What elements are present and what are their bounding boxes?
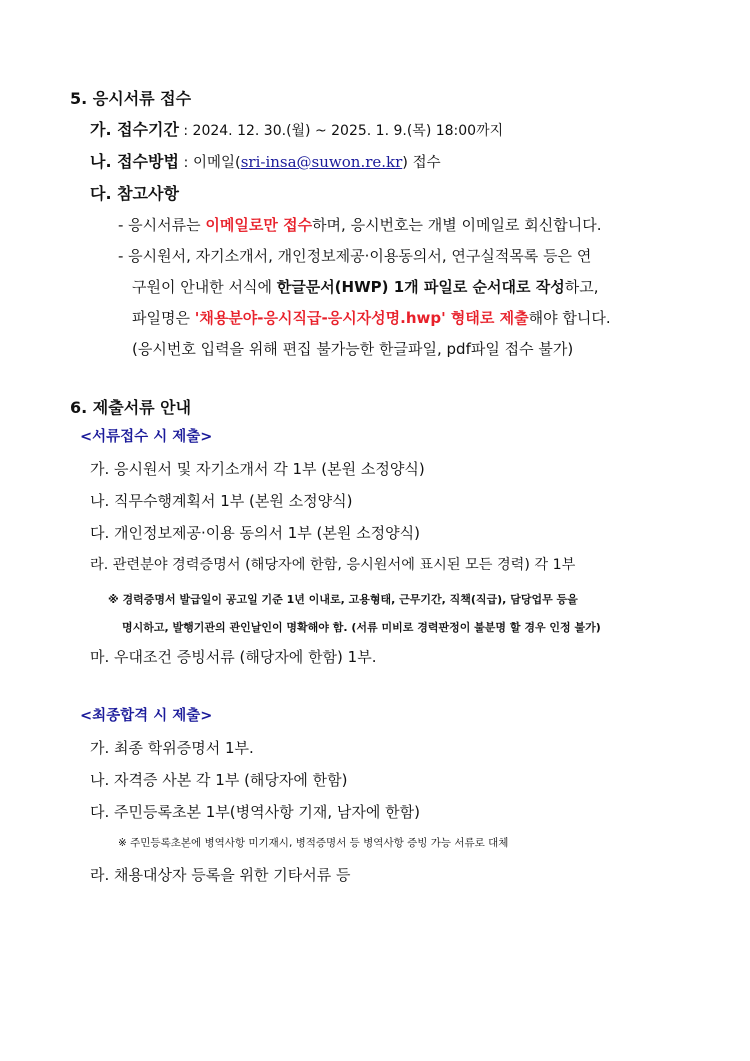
section6-heading: 6. 제출서류 안내: [70, 398, 192, 417]
doc-item-preference-proof: 마. 우대조건 증빙서류 (해당자에 한함) 1부.: [90, 648, 377, 666]
email-link[interactable]: sri-insa@suwon.re.kr: [240, 153, 403, 171]
final-item-resident-register: 다. 주민등록초본 1부(병역사항 기재, 남자에 한함): [90, 803, 420, 821]
group-application-title: <서류접수 시 제출>: [80, 429, 213, 445]
receipt-period-item: [90, 122, 503, 138]
doc-item-job-plan: 나. 직무수행계획서 1부 (본원 소정양식): [90, 492, 353, 510]
reference-bullet-2-line1: - 응시원서, 자기소개서, 개인정보제공·이용동의서, 연구실적목록 등은 연: [118, 247, 592, 265]
bullet1-emphasis: 이메일로만 접수: [205, 216, 313, 234]
bullet2-line2-emphasis: 한글문서(HWP) 1개 파일로 순서대로 작성: [276, 278, 565, 296]
section5-heading: 5. 응시서류 접수: [70, 89, 192, 108]
bullet2-line3-emphasis: '채용분야-응시직급-응시자성명.hwp' 형태로 제출: [194, 309, 529, 327]
receipt-period-label: 가. 접수기간: [90, 120, 179, 139]
reference-bullet-2-line3: [132, 311, 611, 326]
receipt-method-label: 나. 접수방법: [90, 152, 179, 171]
receipt-method-suffix: ) 접수: [402, 155, 441, 171]
receipt-method-item: [90, 154, 441, 171]
reference-bullet-2-line2: [132, 280, 598, 295]
final-item-license: 나. 자격증 사본 각 1부 (해당자에 한함): [90, 771, 348, 789]
bullet2-line3-text-a: 파일명은: [132, 309, 195, 327]
reference-item: [90, 186, 179, 202]
doc-item-application-form: 가. 응시원서 및 자기소개서 각 1부 (본원 소정양식): [90, 460, 425, 478]
bullet2-line2-text-b: 하고,: [564, 278, 599, 296]
bullet1-text-a: - 응시서류는: [118, 216, 206, 234]
doc-item-career-certificate: 라. 관련분야 경력증명서 (해당자에 한함, 응시원서에 표시된 모든 경력) 각 1부: [90, 557, 576, 573]
reference-bullet-2-line4: (응시번호 입력을 위해 편집 불가능한 한글파일, pdf파일 접수 불가): [132, 340, 574, 358]
reference-label: 다. 참고사항: [90, 184, 179, 203]
bullet1-text-b: 하며, 응시번호는 개별 이메일로 회신합니다.: [312, 216, 602, 234]
resident-register-note: ※ 주민등록초본에 병역사항 미기재시, 병적증명서 등 병역사항 증빙 가능 서류로 대체: [118, 837, 509, 849]
final-item-other-docs: 라. 채용대상자 등록을 위한 기타서류 등: [90, 866, 351, 884]
career-note-line1: ※ 경력증명서 발급일이 공고일 기준 1년 이내로, 고용형태, 근무기간, 직책(직급), 담당업무 등을: [108, 593, 578, 606]
receipt-method-prefix: : 이메일(: [178, 155, 241, 171]
group-final-title: <최종합격 시 제출>: [80, 708, 213, 724]
reference-bullet-1: [118, 218, 602, 233]
doc-item-privacy-consent: 다. 개인정보제공·이용 동의서 1부 (본원 소정양식): [90, 524, 420, 542]
final-item-degree: 가. 최종 학위증명서 1부.: [90, 739, 254, 757]
bullet2-line2-text-a: 구원이 안내한 서식에: [132, 278, 277, 296]
career-note-line2: 명시하고, 발행기관의 관인날인이 명확해야 함. (서류 미비로 경력판정이 불분명 할 경우 인정 불가): [122, 621, 601, 634]
receipt-period-value: : 2024. 12. 30.(월) ~ 2025. 1. 9.(목) 18:00까지: [178, 123, 504, 139]
bullet2-line3-text-b: 해야 합니다.: [528, 309, 611, 327]
